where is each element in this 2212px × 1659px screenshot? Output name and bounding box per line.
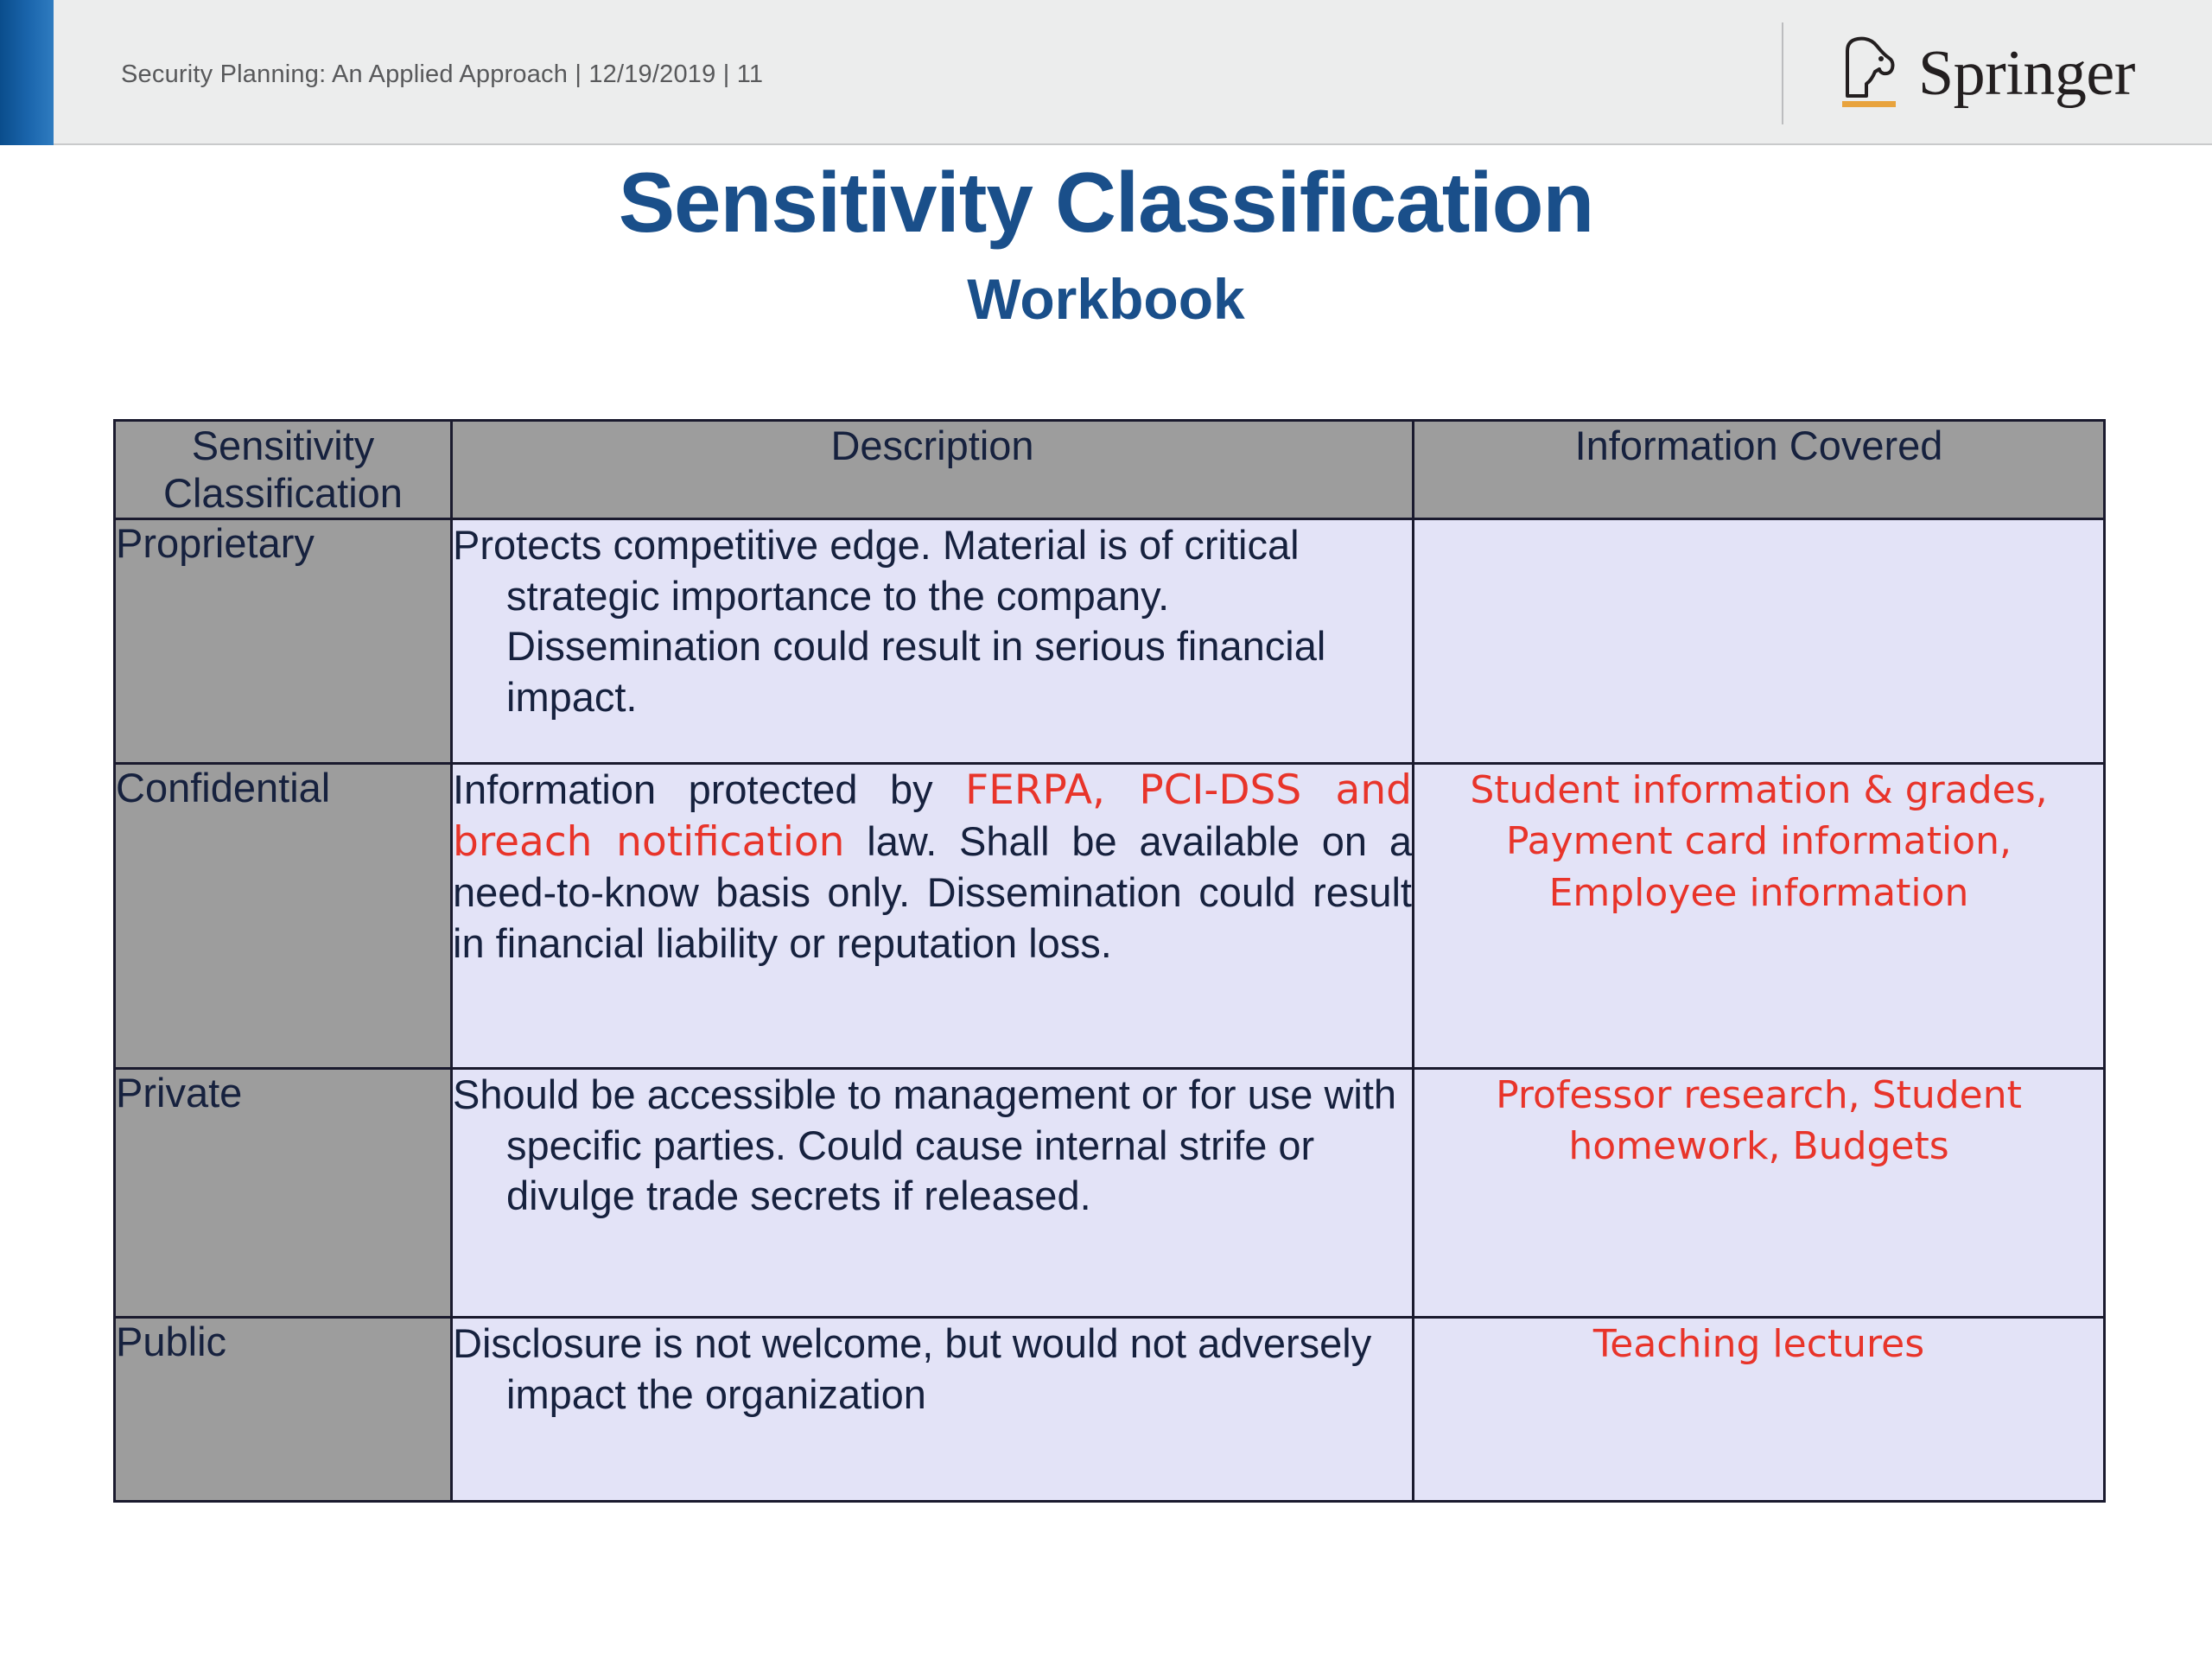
header-divider <box>1782 22 1783 124</box>
cell-description-private <box>452 1068 1414 1317</box>
springer-logo <box>1832 33 2135 114</box>
cell-information-confidential-text: Student information & grades, Payment card information, Employee information <box>1470 767 2048 915</box>
page-title: Sensitivity Classification <box>618 155 1594 250</box>
cell-description-confidential <box>452 763 1414 1068</box>
desc-confidential-part2: law. Shall be available on a need-to-know basis only. Dissemination could result in financial liability or reputation loss. <box>453 817 1412 967</box>
springer-wordmark: Springer <box>1918 38 2135 109</box>
column-header-description: Description <box>452 421 1414 519</box>
cell-description-proprietary <box>452 518 1414 763</box>
cell-information-private-text: Professor research, Student homework, Budgets <box>1496 1072 2022 1169</box>
table-row <box>115 518 2105 763</box>
cell-information-public-text: Teaching lectures <box>1592 1321 1925 1366</box>
cell-description-proprietary-text: Protects competitive edge. Material is of critical strategic importance to the company. Dissemination could result in serious financial impact. <box>453 521 1326 721</box>
page-subtitle: Workbook <box>967 267 1245 331</box>
cell-classification-private: Private <box>115 1068 452 1317</box>
header-breadcrumb: Security Planning: An Applied Approach | 12/19/2019 | 11 <box>121 60 764 88</box>
cell-classification-confidential: Confidential <box>115 763 452 1068</box>
table-row <box>115 763 2105 1068</box>
desc-confidential-part1: Information protected by <box>453 766 966 812</box>
cell-information-proprietary <box>1414 518 2105 763</box>
table-row <box>115 1068 2105 1317</box>
sensitivity-table-wrapper <box>113 419 2103 1503</box>
cell-information-private <box>1414 1068 2105 1317</box>
header-accent-bar <box>0 0 54 145</box>
cell-information-confidential <box>1414 763 2105 1068</box>
sensitivity-classification-table <box>113 419 2106 1503</box>
table-row <box>115 1317 2105 1501</box>
cell-information-public <box>1414 1317 2105 1501</box>
slide-header <box>0 0 2212 145</box>
cell-description-public <box>452 1317 1414 1501</box>
cell-description-private-text: Should be accessible to management or for use with specific parties. Could cause internal strife or divulge trade secrets if released. <box>453 1071 1397 1219</box>
table-header-row <box>115 421 2105 519</box>
cell-description-confidential-text <box>453 765 1412 969</box>
springer-horse-icon <box>1832 34 1906 113</box>
column-header-classification: Sensitivity Classification <box>115 421 452 519</box>
cell-description-public-text: Disclosure is not welcome, but would not adversely impact the organization <box>453 1319 1372 1417</box>
cell-classification-public: Public <box>115 1317 452 1501</box>
desc-confidential-annotation: FERPA, PCI-DSS and breach notification <box>453 766 1412 866</box>
column-header-information-covered: Information Covered <box>1414 421 2105 519</box>
cell-classification-proprietary: Proprietary <box>115 518 452 763</box>
